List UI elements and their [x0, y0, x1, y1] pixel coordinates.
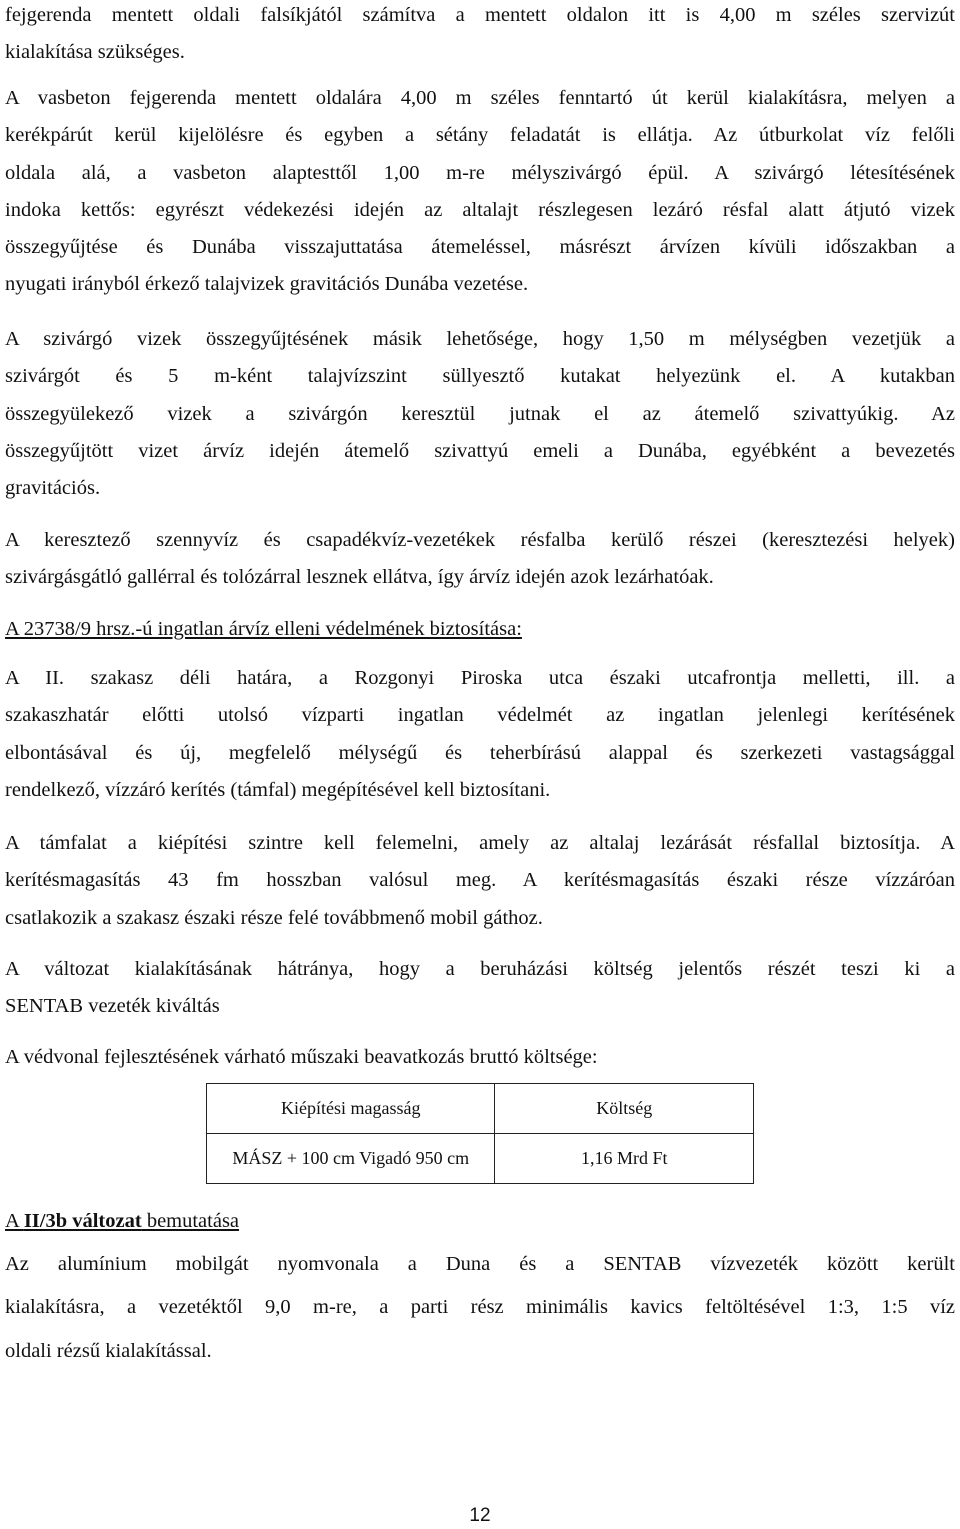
paragraph-8: [5, 1039, 955, 1076]
cost-table: [206, 1083, 754, 1184]
paragraph-line: fejgerenda mentett oldali falsíkjától számítva a mentett oldalon itt is 4,00 m széles szervizút: [5, 4, 955, 26]
table-row: [207, 1134, 754, 1184]
paragraph-line: összegyűjtése és Dunába visszajuttatása átemeléssel, másrészt árvízen kívüli időszakban a: [5, 236, 955, 259]
paragraph-line: gravitációs.: [5, 477, 101, 500]
paragraph-9: [5, 1243, 955, 1373]
paragraph-line: szivárgásgátló gallérral és tolózárral lesznek ellátva, így árvíz idején azok lezárhatóak.: [5, 566, 714, 589]
paragraph-line: A keresztező szennyvíz és csapadékvíz-vezetékek résfalba kerülő részei (keresztezési helyek): [5, 529, 955, 551]
table-header-cell: Költség: [495, 1084, 754, 1134]
paragraph-line: indoka kettős: egyrészt védekezési idején az altalajt részlegesen lezáró résfal alatt átjutó vizek: [5, 198, 955, 221]
paragraph-7: [5, 951, 955, 1026]
table-header-cell: Kiépítési magasság: [207, 1084, 495, 1134]
paragraph-line: A II. szakasz déli határa, a Rozgonyi Piroska utca északi utcafrontja melletti, ill. a: [5, 667, 955, 689]
paragraph-line: Az alumínium mobilgát nyomvonala a Duna és a SENTAB vízvezeték között került: [5, 1253, 955, 1275]
paragraph-line: A változat kialakításának hátránya, hogy a beruházási költség jelentős részét teszi ki a: [5, 958, 955, 980]
paragraph-2: [5, 80, 955, 304]
paragraph-line: összegyülekező vizek a szivárgón keresztül jutnak el az átemelő szivattyúkig. Az: [5, 402, 955, 425]
paragraph-line: elbontásával és új, megfelelő mélységű és teherbírású alappal és szerkezeti vastagsággal: [5, 741, 955, 764]
paragraph-line: szivárgót és 5 m-ként talajvízszint süllyesztő kutakat helyezünk el. A kutakban: [5, 365, 955, 388]
paragraph-1: [5, 0, 955, 72]
paragraph-line: kialakítása szükséges.: [5, 41, 185, 64]
heading-bold-variant: II/3b változat: [23, 1210, 142, 1232]
table-header-row: [207, 1084, 754, 1134]
section-heading-property-protection: A 23738/9 hrsz.-ú ingatlan árvíz elleni védelmének biztosítása:: [5, 618, 522, 640]
paragraph-line: oldali rézsű kialakítással.: [5, 1339, 212, 1362]
heading-suffix: bemutatása: [141, 1210, 240, 1232]
table-cell: 1,16 Mrd Ft: [495, 1134, 754, 1184]
section-heading-variant: [5, 1208, 239, 1234]
paragraph-line: A védvonal fejlesztésének várható műszaki beavatkozás bruttó költsége:: [5, 1046, 598, 1068]
paragraph-line: oldala alá, a vasbeton alaptesttől 1,00 m-re mélyszivárgó épül. A szivárgó létesítésének: [5, 161, 955, 184]
paragraph-line: SENTAB vezeték kiváltás: [5, 995, 220, 1018]
paragraph-line: rendelkező, vízzáró kerítés (támfal) megépítésével kell biztosítani.: [5, 778, 551, 801]
paragraph-line: csatlakozik a szakasz északi része felé továbbmenő mobil gáthoz.: [5, 906, 543, 929]
paragraph-5: [5, 660, 955, 809]
paragraph-line: nyugati irányból érkező talajvizek gravitációs Dunába vezetése.: [5, 273, 529, 296]
heading-prefix: A: [5, 1210, 24, 1232]
paragraph-line: kerítésmagasítás 43 fm hosszban valósul meg. A kerítésmagasítás északi része vízzáróan: [5, 869, 955, 892]
paragraph-line: szakaszhatár előtti utolsó vízparti ingatlan védelmét az ingatlan jelenlegi kerítésének: [5, 704, 955, 727]
page-number: 12: [469, 1505, 491, 1526]
paragraph-line: kialakításra, a vezetéktől 9,0 m-re, a parti rész minimális kavics feltöltésével 1:3, 1:5 víz: [5, 1296, 955, 1319]
paragraph-line: A szivárgó vizek összegyűjtésének másik lehetősége, hogy 1,50 m mélységben vezetjük a: [5, 328, 955, 350]
table-cell: MÁSZ + 100 cm Vigadó 950 cm: [207, 1134, 495, 1184]
paragraph-line: A támfalat a kiépítési szintre kell felemelni, amely az altalaj lezárását résfallal biztosítja. A: [5, 832, 955, 854]
paragraph-4: [5, 522, 955, 597]
paragraph-line: A vasbeton fejgerenda mentett oldalára 4,00 m széles fenntartó út kerül kialakításra, melyen a: [5, 87, 955, 109]
paragraph-6: [5, 825, 955, 937]
paragraph-3: [5, 321, 955, 507]
paragraph-line: kerékpárút kerül kijelölésre és egyben a sétány feladatát is ellátja. Az útburkolat víz felőli: [5, 124, 955, 147]
paragraph-line: összegyűjtött vizet árvíz idején átemelő szivattyú emeli a Dunába, egyébként a bevezetés: [5, 439, 955, 462]
